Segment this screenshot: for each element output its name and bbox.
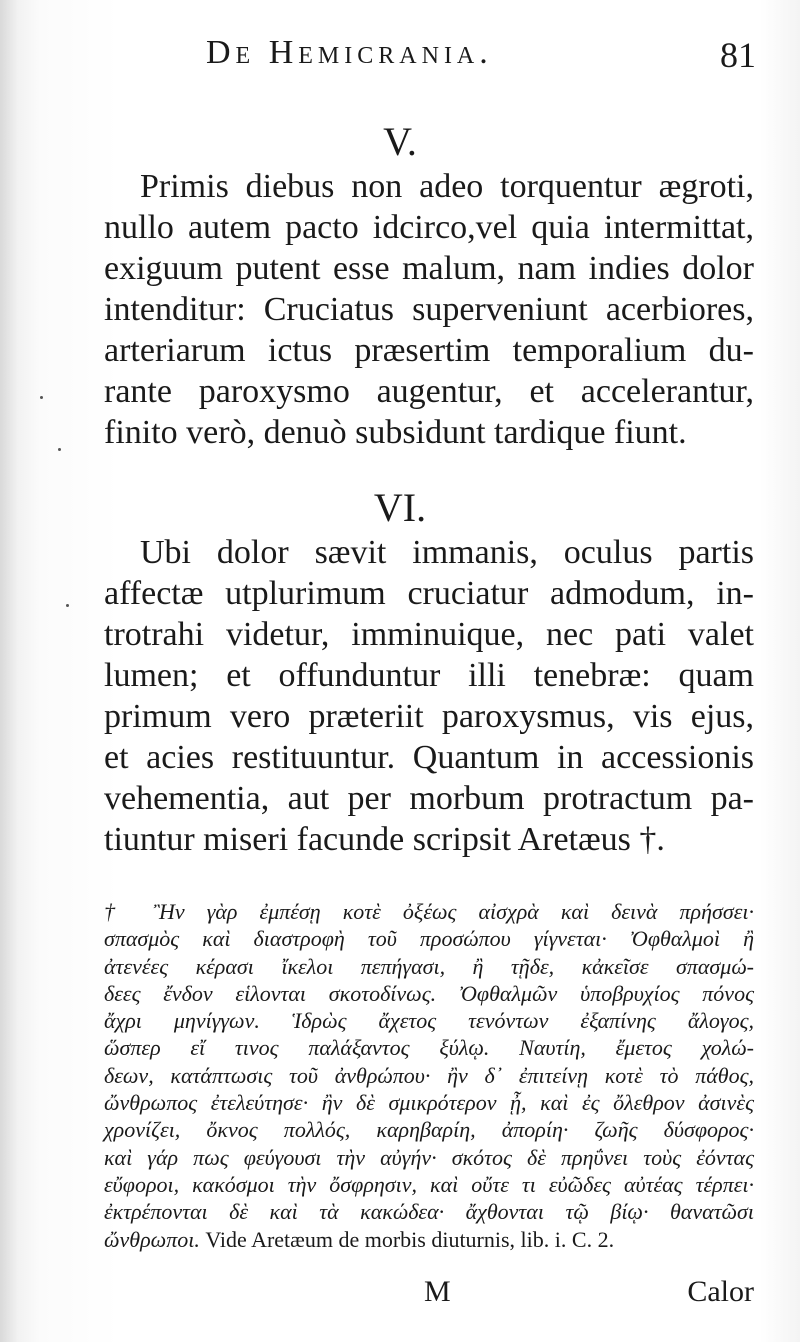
footnote-line: χρονίζει, ὄκνος πολλός, καρηβαρίη, ἀπορίη· ζωῆς δύσφορος·: [104, 1117, 754, 1143]
print-speck: [66, 604, 69, 607]
page-footer: [104, 1275, 754, 1319]
text-line: affectæ utplurimum cruciatur admodum, in-: [104, 575, 754, 612]
page-number: 81: [720, 35, 756, 75]
footnote-line: εὔφοροι, κακόσμοι τὴν ὄσφρησιν, καὶ οὔτε τι εὐῶδες αὐτέας τέρπει·: [104, 1171, 754, 1197]
section-v-paragraph: [104, 166, 754, 453]
footnote-line: † Ἢν γὰρ ἐμπέσῃ κοτὲ ὀξέως αἰσχρὰ καὶ δεινὰ πρήσσει·: [104, 899, 754, 924]
text-line: lumen; et offunduntur illi tenebræ: quam: [104, 657, 754, 694]
footnote: [104, 898, 754, 1253]
section-vi-paragraph: [104, 532, 754, 860]
footnote-last-line: [104, 1226, 754, 1253]
text-line: tiuntur miseri facunde scripsit Aretæus †.: [104, 821, 665, 858]
footnote-greek-end: ὤνθρωποι.: [104, 1226, 200, 1252]
text-line: rante paroxysmo augentur, et accelerantur,: [104, 373, 754, 410]
footnote-line: δεων, κατάπτωσις τοῦ ἀνθρώπου· ἢν δ᾽ ἐπιτείνῃ κοτὲ τὸ πάθος,: [104, 1062, 754, 1088]
text-line: primum vero præteriit paroxysmus, vis ejus,: [104, 698, 754, 735]
text-line: Ubi dolor sævit immanis, oculus partis: [140, 534, 754, 571]
text-line: Primis diebus non adeo torquentur ægroti,: [140, 168, 754, 205]
footnote-citation: Vide Aretæum de morbis diuturnis, lib. i. C. 2.: [205, 1226, 615, 1252]
text-line: et acies restituuntur. Quantum in accessionis: [104, 739, 754, 776]
section-vi-numeral: VI.: [373, 485, 427, 530]
text-line: vehementia, aut per morbum protractum pa-: [104, 780, 754, 817]
footnote-line: ὥσπερ εἴ τινος παλάξαντος ξύλῳ. Ναυτίη, ἔμετος χολώ-: [104, 1035, 754, 1061]
footnote-line: σπασμὸς καὶ διαστροφὴ τοῦ προσώπου γίγνεται· Ὀφθαλμοὶ ἢ: [104, 926, 754, 952]
print-speck: [40, 396, 43, 399]
footnote-line: ἀτενέες κέρασι ἴκελοι πεπήγασι, ἢ τῇδε, κἀκεῖσε σπασμώ-: [104, 953, 754, 979]
footnote-line: ἐκτρέπονται δὲ καὶ τὰ κακώδεα· ἄχθονται τῷ βίῳ· θανατῶσι: [104, 1199, 754, 1225]
text-line: trotrahi videtur, imminuique, nec pati valet: [104, 616, 754, 653]
footnote-line: ἄχρι μηνίγγων. Ἱδρὼς ἄχετος τενόντων ἐξαπίνης ἄλογος,: [104, 1008, 754, 1034]
catchword: Calor: [687, 1275, 754, 1308]
footnote-line: ὤνθρωπος ἐτελεύτησε· ἢν δὲ σμικρότερον ᾖ, καὶ ἐς ὄλεθρον ἀσινὲς: [104, 1090, 754, 1116]
text-line: finito verò, denuò subsidunt tardique fiunt.: [104, 414, 687, 451]
running-title: De Hemicrania.: [206, 34, 493, 71]
text-line: nullo autem pacto idcirco,vel quia intermittat,: [104, 209, 754, 246]
text-line: intenditur: Cruciatus superveniunt acerbiores,: [104, 291, 754, 328]
page-header: [206, 34, 766, 84]
section-v-numeral: V.: [383, 119, 417, 164]
footnote-line: δεες ἔνδον εἱλονται σκοτοδίνως. Ὀφθαλμῶν ὑποβρυχίος πόνος: [104, 980, 754, 1006]
text-line: arteriarum ictus præsertim temporalium du-: [104, 332, 754, 369]
print-speck: [58, 448, 61, 451]
signature-mark: M: [424, 1275, 451, 1308]
text-line: exiguum putent esse malum, nam indies dolor: [104, 250, 754, 287]
footnote-line: καὶ γάρ πως φεύγουσι τὴν αὐγήν· σκότος δὲ πρηΰνει τοὺς ἐόντας: [104, 1144, 754, 1170]
